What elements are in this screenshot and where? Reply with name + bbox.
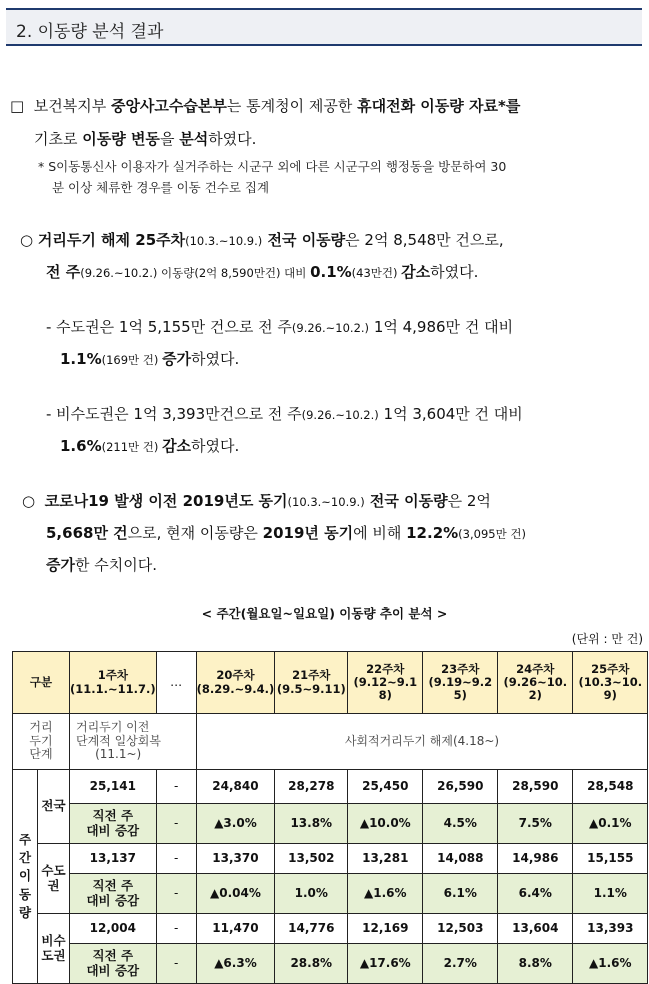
footnote-line-1: * S이동통신사 이용자가 실거주하는 시군구 외에 다른 시군구의 행정동을 방문하여 30 xyxy=(38,159,507,174)
header-week-23: 23주차 (9.19~9.2 5) xyxy=(423,652,498,714)
footnote-line-2: 분 이상 체류한 경우를 이동 건수로 집계 xyxy=(52,180,270,195)
circle-bullet-icon: ○ xyxy=(22,492,36,510)
header-week-24: 24주차 (9.26~10. 2) xyxy=(498,652,573,714)
section-title: 2. 이동량 분석 결과 xyxy=(16,22,164,42)
header-week-1: 1주차 (11.1.~11.7.) xyxy=(70,652,157,714)
paragraph-4-line-2: 1.6%(211만 건) 감소하였다. xyxy=(60,437,240,455)
table-unit: (단위 : 만 건) xyxy=(571,632,643,646)
stage-before: 거리두기 이전 단계적 일상회복 (11.1~) xyxy=(70,714,197,770)
square-bullet-icon: □ xyxy=(10,97,25,115)
paragraph-5-line-2: 5,668만 건으로, 현재 이동량은 2019년 동기에 비해 12.2%(3,095만 건) xyxy=(46,524,526,542)
stage-label: 거리 두기 단계 xyxy=(13,714,70,770)
paragraph-2-line-2: 전 주(9.26.~10.2.) 이동량(2억 8,590만건) 대비 0.1%(43만건) 감소하였다. xyxy=(46,263,479,281)
stage-row xyxy=(13,714,648,770)
paragraph-2-line-1: ○ 거리두기 해제 25주차(10.3.~10.9.) 전국 이동량은 2억 8,548만 건으로, xyxy=(20,231,504,249)
table-header-row xyxy=(13,652,648,714)
paragraph-1-line-2: 기초로 이동량 변동을 분석하였다. xyxy=(34,130,257,148)
paragraph-4-line-1: - 비수도권은 1억 3,393만건으로 전 주(9.26.~10.2.) 1억 3,604만 건 대비 xyxy=(46,405,523,423)
region-non-capital: 비수 도권 xyxy=(38,914,70,984)
region-capital: 수도 권 xyxy=(38,844,70,914)
header-week-21: 21주차 (9.5~9.11) xyxy=(275,652,348,714)
section-header xyxy=(6,8,642,46)
paragraph-5-line-3: 증가한 수치이다. xyxy=(46,556,157,574)
table-caption: < 주간(월요일~일요일) 이동량 추이 분석 > xyxy=(201,606,448,621)
table-row: 직전 주 대비 증감 - ▲3.0% 13.8% ▲10.0% 4.5% 7.5% ▲0.1% xyxy=(13,804,648,844)
paragraph-3-line-1: - 수도권은 1억 5,155만 건으로 전 주(9.26.~10.2.) 1억 4,986만 건 대비 xyxy=(46,318,514,336)
header-week-20: 20주차 (8.29.~9.4.) xyxy=(196,652,275,714)
table-row: 비수 도권 12,004 - 11,470 14,776 12,169 12,503 13,604 13,393 xyxy=(13,914,648,944)
circle-bullet-icon: ○ xyxy=(20,231,34,249)
header-week-25: 25주차 (10.3~10. 9) xyxy=(573,652,648,714)
mobility-table xyxy=(12,651,648,984)
table-row: 수도 권 13,137 - 13,370 13,502 13,281 14,088 14,986 15,155 xyxy=(13,844,648,874)
weekly-mobility-label: 주 간 이 동 량 xyxy=(13,770,38,984)
region-national: 전국 xyxy=(38,770,70,844)
table-row: 주 간 이 동 량 전국 25,141 - 24,840 28,278 25,450 26,590 28,590 28,548 xyxy=(13,770,648,804)
paragraph-3-line-2: 1.1%(169만 건) 증가하였다. xyxy=(60,350,240,368)
paragraph-5-line-1: ○ 코로나19 발생 이전 2019년도 동기(10.3.~10.9.) 전국 이동량은 2억 xyxy=(22,492,491,510)
header-week-22: 22주차 (9.12~9.1 8) xyxy=(348,652,423,714)
header-dots: … xyxy=(156,652,196,714)
table-row: 직전 주 대비 증감 - ▲0.04% 1.0% ▲1.6% 6.1% 6.4% 1.1% xyxy=(13,874,648,914)
paragraph-1-line-1: □ 보건복지부 중앙사고수습본부는 통계청이 제공한 휴대전화 이동량 자료*를 xyxy=(10,97,521,115)
header-gubun: 구분 xyxy=(13,652,70,714)
table-row: 직전 주 대비 증감 - ▲6.3% 28.8% ▲17.6% 2.7% 8.8% ▲1.6% xyxy=(13,944,648,984)
stage-after: 사회적거리두기 해제(4.18~) xyxy=(196,714,648,770)
